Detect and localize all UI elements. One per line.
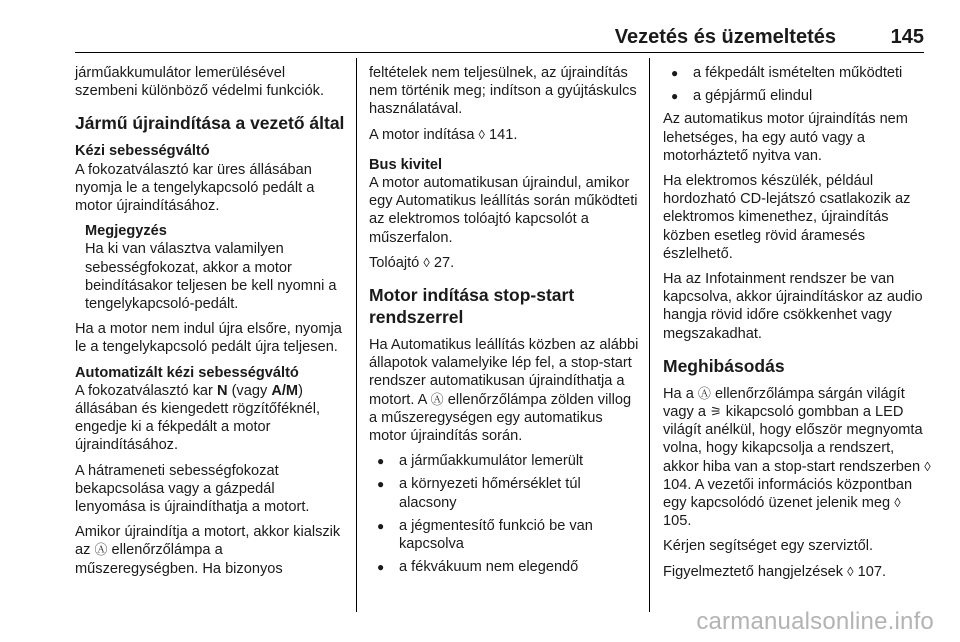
section-heading: Jármű újraindítása a vezető által [75,113,345,134]
text-run: A fokozatválasztó kar [75,382,217,399]
list-item: ● a gépjármű elindul [663,87,931,105]
paragraph [75,382,347,455]
subheading: Kézi sebességváltó [75,143,210,160]
note-text: Ha ki van választva valamilyen sebességfokozat, akkor a motor beindításakor teljesen be kell nyomni a tengelykapcsoló-pedált. [85,241,337,313]
column-2 [369,64,639,581]
text-run: 107. [853,563,887,580]
list-item: ● a jégmentesítő funkció be van kapcsolva [369,517,639,553]
note-block [85,222,347,313]
page-header [75,26,924,53]
paragraph: Kérjen segítséget egy szerviztől. [663,538,874,555]
text-run: ) állásában és kiengedett rögzítőféknél, engedje ki a fékpedált a motor újraindításához. [75,382,321,454]
text-run: Figyelmeztető hangjelzések [663,563,848,580]
paragraph [663,385,931,531]
text-run: A motor indítása [369,126,479,143]
column-3 [663,64,931,588]
paragraph: Az automatikus motor újraindítás nem lehetséges, ha egy autó vagy a motorháztető nyitva van. [663,111,908,164]
paragraph [75,523,347,578]
list-item: ● a fékpedált ismételten működteti [663,64,931,82]
text-run: 104. A vezetői információs központban egy kapcsolódó üzenet jelenik meg [663,476,913,512]
watermark: carmanualsonline.info [696,608,934,635]
paragraph: Ha a motor nem indul újra elsőre, nyomja le a tengelykapcsoló pedált újra teljesen. [75,321,342,356]
condition-list [663,64,931,105]
paragraph: feltételek nem teljesülnek, az újraindítás nem történik meg; indítson a gyújtáskulcs használatával. [369,65,637,118]
text-run: Amikor újraindítja a motort, akkor kialszik az [75,524,341,559]
paragraph: járműakkumulátor lemerülésével szembeni különböző védelmi funkciók. [75,65,325,100]
paragraph: Ha elektromos készülék, például hordozható CD-lejátszó csatlakozik az elektromos kimenethez, újraindítás közben esetleg rövid áramesés észlelhető. [663,173,911,262]
column-divider [649,58,650,612]
text-run: 141. [484,126,518,143]
paragraph: A hátrameneti sebességfokozat bekapcsolása vagy a gázpedál lenyomása is újraindíthatja a motort. [75,462,310,516]
page-ref-icon: ◊ [423,254,430,270]
column-divider [356,58,357,612]
paragraph [369,254,639,272]
paragraph [369,336,639,445]
paragraph [369,126,639,144]
page-ref-icon: ◊ [478,126,485,142]
paragraph: A motor automatikusan újraindul, amikor egy Automatikus leállítás során működteti az elektromos tolóajtó kapcsolót a műszerfalon. [369,175,638,246]
text-run: Tolóajtó [369,254,424,271]
page-ref-icon: ◊ [847,563,854,579]
condition-list [369,452,639,576]
list-item: ● a járműakkumulátor lemerült [369,452,639,470]
text-run: ellenőrzőlámpa sárgán világít vagy a [663,385,905,421]
page-number: 145 [890,26,924,48]
paragraph: Ha az Infotainment rendszer be van kapcsolva, akkor újraindításkor az audio hangja rövid időre csökkenhet vagy megszakadhat. [663,271,923,342]
section-heading: Meghibásodás [663,355,785,376]
page-ref-icon: ◊ [924,458,931,474]
text-run: 105. [663,513,692,530]
section-heading: Motor indítása stop-start rendszerrel [369,285,575,328]
text-run: Ha a [663,385,698,402]
text-run: 27. [429,254,455,271]
text-run: ellenőrzőlámpa zölden villog a műszeregységen egy automatikus motor újraindítás során. [369,391,632,445]
text-run: (vagy [227,382,272,399]
text-run: Ha Automatikus leállítás közben az alábbi állapotok valamelyike lép fel, a stop-start rendszer automatikusan újraindíthatja a motort. A [369,337,639,408]
page-ref-icon: ◊ [894,495,901,511]
gear-label: N [216,382,228,399]
subheading: Automatizált kézi sebességváltó [75,364,299,381]
subheading: Bus kivitel [369,156,442,173]
list-item: ● a fékvákuum nem elegendő [369,558,639,576]
autostop-icon: Ⓐ [94,542,108,558]
text-run: kikapcsoló gombban a LED világít anélkül, hogy először megnyomta volna, hogy kikapcsolja a rendszert, akkor hiba van a stop-start rendszerben [663,404,925,475]
autostop-icon: Ⓐ [697,385,711,401]
autostop-icon: Ⓐ [430,391,444,407]
list-item: ● a környezeti hőmérséklet túl alacsony [369,475,639,511]
note-title: Megjegyzés [85,223,167,240]
page-title: Vezetés és üzemeltetés [614,26,836,48]
text-run: ellenőrzőlámpa a műszeregységben. Ha bizonyos [75,542,283,577]
stopstart-off-icon: ⚞ [710,404,722,420]
paragraph [663,563,931,581]
paragraph: A fokozatválasztó kar üres állásában nyomja le a tengelykapcsoló pedált a motor újraindításához. [75,161,315,215]
gear-label: A/M [271,382,299,399]
column-1 [75,64,347,585]
